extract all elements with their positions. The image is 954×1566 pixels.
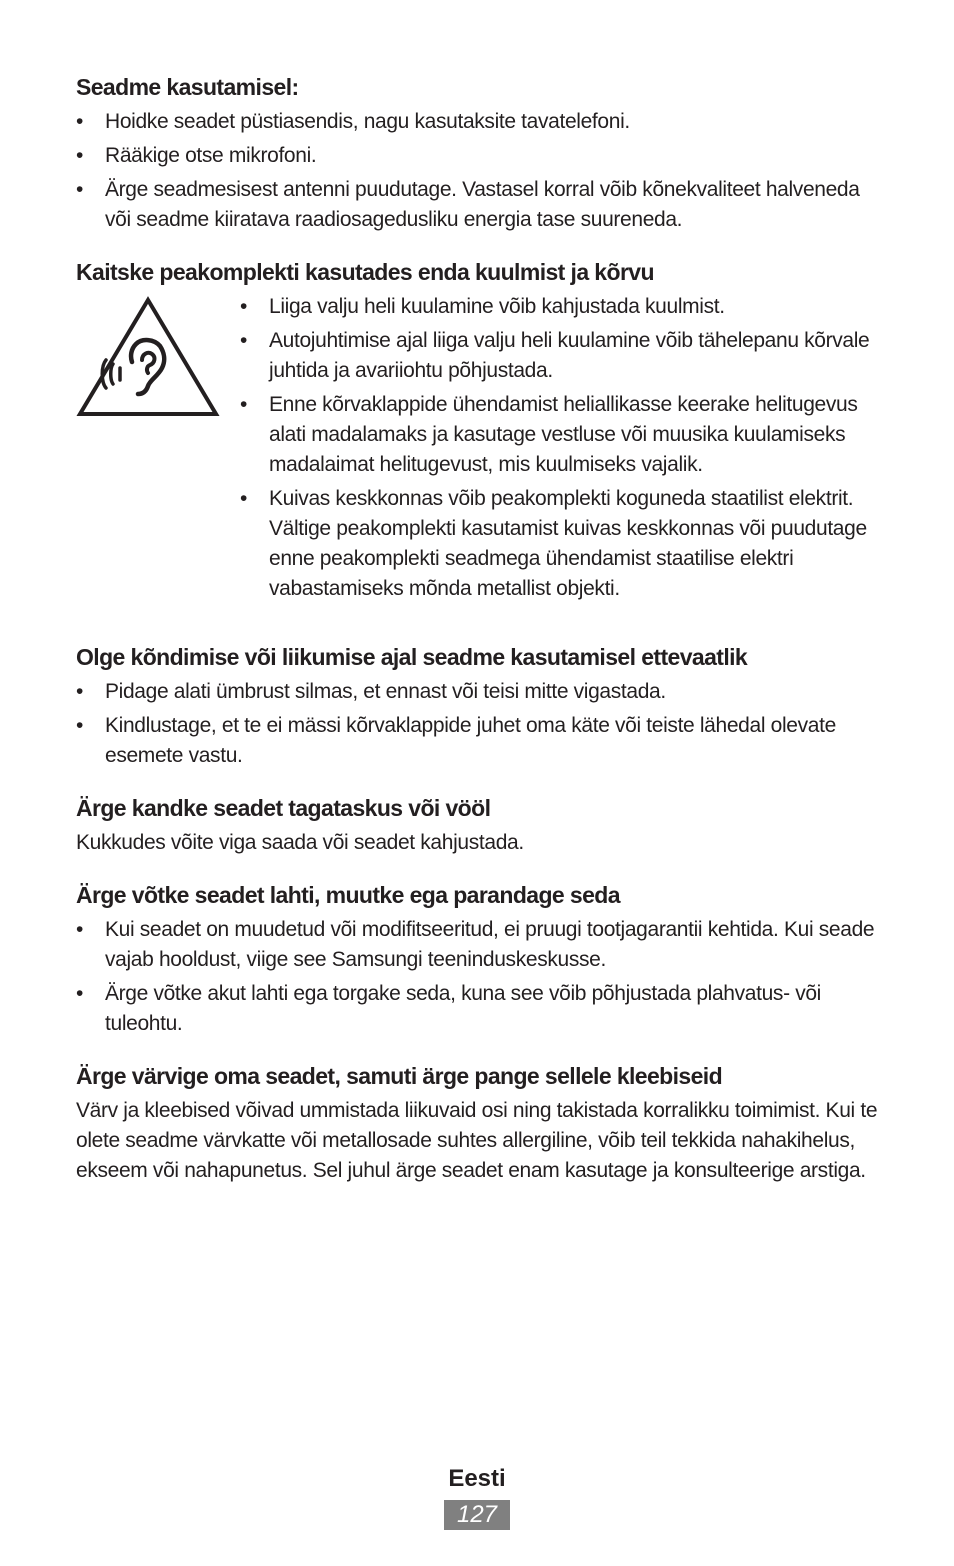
section-disassembly [76, 880, 882, 1039]
list-item: • Kuivas keskkonnas võib peakomplekti koguneda staatilist elektrit. Vältige peakomplekti kasutamist kuivas keskkonnas või puudutage enne peakomplekti seadmega ühendamist staatilise elektri vabastamiseks mõnda metallist objekti. [240, 484, 882, 604]
list-item: • Ärge seadmesisest antenni puudutage. Vastasel korral võib kõnekvaliteet halveneda või seadme kiiratava raadiosagedusliku energia tase suureneda. [76, 175, 882, 235]
list-item: • Rääkige otse mikrofoni. [76, 141, 882, 171]
section-heading: Ärge võtke seadet lahti, muutke ega parandage seda [76, 882, 620, 908]
list-item: • Kindlustage, et te ei mässi kõrvaklappide juhet oma käte või teiste lähedal olevate esemete vastu. [76, 711, 882, 771]
bullet-list [240, 292, 882, 608]
section-heading: Olge kõndimise või liikumise ajal seadme kasutamisel ettevaatlik [76, 644, 748, 670]
page-footer [0, 1462, 954, 1530]
bullet-list [76, 915, 882, 1039]
list-item: • Autojuhtimise ajal liiga valju heli kuulamine võib tähelepanu kõrvale juhtida ja avariiohtu põhjustada. [240, 326, 882, 386]
page-content [76, 72, 882, 1208]
list-item: • Liiga valju heli kuulamine võib kahjustada kuulmist. [240, 292, 882, 322]
section-device-use [76, 72, 882, 235]
section-paragraph: Värv ja kleebised võivad ummistada liikuvaid osi ning takistada korralikku toimimist. Kui te olete seadme värvkatte või metallosade suhtes allergiline, võib teil tekkida nahakihelus, ekseem või nahapunetus. Sel juhul ärge seadet enam kasutage ja konsulteerige arstiga. [76, 1099, 878, 1182]
section-heading: Seadme kasutamisel: [76, 74, 299, 100]
section-heading: Ärge kandke seadet tagataskus või vööl [76, 795, 491, 821]
list-item: • Hoidke seadet püstiasendis, nagu kasutaksite tavatelefoni. [76, 107, 882, 137]
section-hearing-protection [76, 257, 882, 608]
section-heading: Kaitske peakomplekti kasutades enda kuulmist ja kõrvu [76, 259, 654, 285]
section-paint-stickers [76, 1061, 882, 1186]
section-heading: Ärge värvige oma seadet, samuti ärge pange sellele kleebiseid [76, 1063, 723, 1089]
section-paragraph: Kukkudes võite viga saada või seadet kahjustada. [76, 831, 524, 854]
page-number: 127 [444, 1500, 510, 1530]
section-back-pocket [76, 793, 882, 858]
list-item: • Ärge võtke akut lahti ega torgake seda, kuna see võib põhjustada plahvatus- või tuleohtu. [76, 979, 882, 1039]
list-item: • Enne kõrvaklappide ühendamist heliallikasse keerake helitugevus alati madalamaks ja kasutage vestluse või muusika kuulamiseks madalaimat helitugevust, mis kuulmiseks vajalik. [240, 390, 882, 480]
section-walking-caution [76, 642, 882, 771]
list-item: • Kui seadet on muudetud või modifitseeritud, ei pruugi tootjagarantii kehtida. Kui seade vajab hooldust, viige see Samsungi teeninduskeskusse. [76, 915, 882, 975]
bullet-list [76, 107, 882, 235]
list-item: • Pidage alati ümbrust silmas, et ennast või teisi mitte vigastada. [76, 677, 882, 707]
bullet-list [76, 677, 882, 771]
hearing-warning-icon [76, 292, 240, 423]
footer-language: Eesti [448, 1465, 506, 1492]
